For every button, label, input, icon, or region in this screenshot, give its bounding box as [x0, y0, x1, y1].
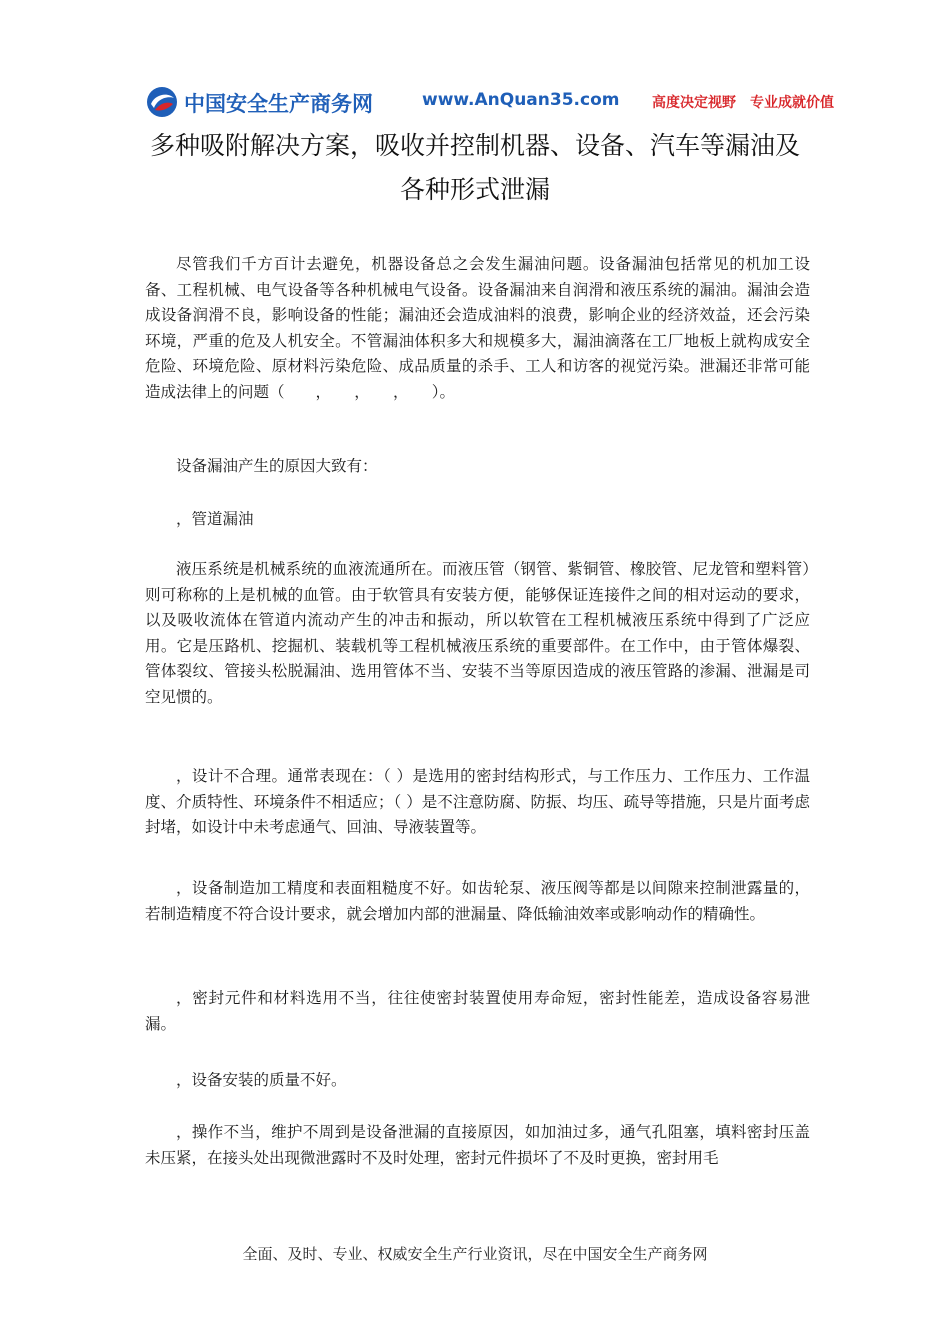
site-logo-icon [146, 86, 178, 118]
site-url: www.AnQuan35.com [422, 90, 620, 110]
body-paragraph-5: ，设计不合理。通常表现在：（ ）是选用的密封结构形式，与工作压力、工作压力、工作温度、介质特性、环境条件不相适应；（ ）是不注意防腐、防振、均压、疏导等措施，只是片面考虑封堵，如设计中未考虑通气、回油、导液装置等。 [145, 767, 810, 837]
body-paragraph-9: ，操作不当，维护不周到是设备泄漏的直接原因，如加油过多，通气孔阻塞，填料密封压盖未压紧，在接头处出现微泄露时不及时处理，密封元件损坏了不及时更换，密封用毛 [145, 1123, 810, 1167]
body-paragraph-6: ，设备制造加工精度和表面粗糙度不好。如齿轮泵、液压阀等都是以间隙来控制泄露量的，若制造精度不符合设计要求，就会增加内部的泄漏量、降低输油效率或影响动作的精确性。 [145, 879, 810, 923]
site-logo-text: 中国安全生产商务网 [184, 92, 373, 116]
page-footer: 全面、及时、专业、权威安全生产行业资讯，尽在中国安全生产商务网 [242, 1245, 708, 1263]
body-paragraph-2: 设备漏油产生的原因大致有： [176, 457, 378, 475]
body-paragraph-1: 尽管我们千方百计去避免，机器设备总之会发生漏油问题。设备漏油包括常见的机加工设备、工程机械、电气设备等各种机械电气设备。设备漏油来自润滑和液压系统的漏油。漏油会造成设备润滑不良，影响设备的性能；漏油还会造成油料的浪费，影响企业的经济效益，还会污染环境，严重的危及人机安全。不管漏油体积多大和规模多大，漏油滴落在工厂地板上就构成安全危险、环境危险、原材料污染危险、成品质量的杀手、工人和访客的视觉污染。泄漏还非常可能造成法律上的问题（ ， ， ， ）。 [145, 255, 810, 401]
body-paragraph-8: ，设备安装的质量不好。 [176, 1071, 347, 1089]
site-header [140, 84, 870, 120]
body-paragraph-4: 液压系统是机械系统的血液流通所在。而液压管（钢管、紫铜管、橡胶管、尼龙管和塑料管）则可称称的上是机械的血管。由于软管具有安装方便，能够保证连接件之间的相对运动的要求，以及吸收流体在管道内流动产生的冲击和振动，所以软管在工程机械液压系统中得到了广泛应用。它是压路机、挖掘机、装载机等工程机械液压系统的重要部件。在工作中，由于管体爆裂、管体裂纹、管接头松脱漏油、选用管体不当、安装不当等原因造成的液压管路的渗漏、泄漏是司空见惯的。 [145, 560, 810, 706]
document-title: 多种吸附解决方案，吸收并控制机器、设备、汽车等漏油及各种形式泄漏 [149, 131, 800, 204]
body-paragraph-3: ，管道漏油 [176, 510, 254, 528]
site-slogan: 高度决定视野 专业成就价值 [652, 95, 834, 111]
body-paragraph-7: ，密封元件和材料选用不当，往往使密封装置使用寿命短，密封性能差，造成设备容易泄漏。 [145, 989, 810, 1033]
